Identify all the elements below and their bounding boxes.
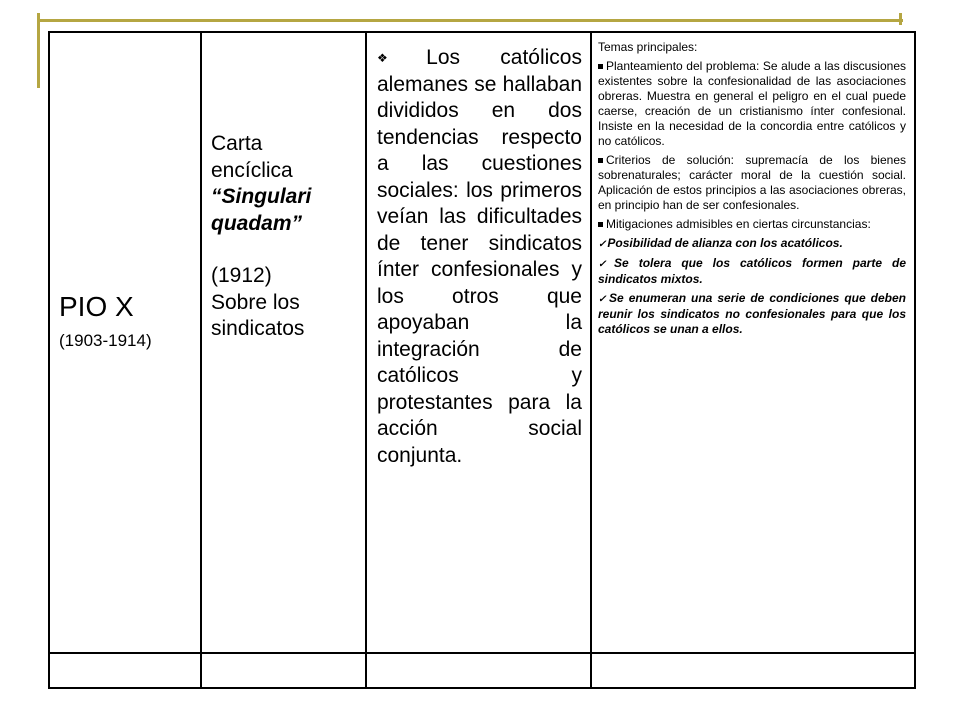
spacer — [211, 237, 311, 263]
square-bullet-icon — [598, 158, 603, 163]
sub-list-item: ✓Se tolera que los católicos formen parte de sindicatos mixtos. — [598, 256, 906, 286]
document-type-line2: encíclica — [211, 158, 293, 182]
table-row — [49, 653, 915, 688]
empty-cell — [591, 653, 915, 688]
square-bullet-icon — [598, 222, 603, 227]
empty-cell — [49, 653, 201, 688]
diamond-bullet-icon: ❖ — [377, 51, 423, 66]
context-text: Los católicos alemanes se hallaban divididos en dos tendencias respecto a las cuestiones sociales: los primeros veían las dificultades de tener sindicatos ínter confesionales y los otros que apoyaban la integración de católicos y protestantes para la acción social conjunta. — [377, 46, 582, 467]
themes-heading: Temas principales: — [598, 40, 698, 54]
document-title-line2: quadam” — [211, 211, 303, 235]
table-row — [49, 32, 915, 653]
document-year: (1912) — [211, 264, 272, 287]
document-subject-line2: sindicatos — [211, 317, 305, 340]
check-bullet-icon: ✓ — [598, 239, 607, 250]
document-cell — [201, 32, 366, 653]
check-bullet-icon: ✓ — [598, 259, 614, 270]
check-bullet-icon: ✓ — [598, 294, 609, 305]
list-item: Mitigaciones admisibles en ciertas circunstancias: — [598, 217, 906, 232]
empty-cell — [201, 653, 366, 688]
decorative-left-line — [37, 13, 40, 88]
list-item: Criterios de solución: supremacía de los bienes sobrenaturales; carácter moral de la cuestión social. Aplicación de estos principios a las asociaciones obreras, en principio han de ser confesionales. — [598, 153, 906, 212]
decorative-right-line — [899, 13, 902, 25]
document-subject-line1: Sobre los — [211, 290, 300, 314]
themes-cell — [591, 32, 915, 653]
square-bullet-icon — [598, 64, 603, 69]
empty-cell — [366, 653, 591, 688]
sub-list-item: ✓Se enumeran una serie de condiciones que deben reunir los sindicatos no confesionales para que los católicos se unan a ellos. — [598, 291, 906, 336]
decorative-top-line — [37, 19, 903, 22]
sub-list-item: ✓Posibilidad de alianza con los acatólicos. — [598, 236, 843, 250]
pope-years: (1903-1914) — [59, 331, 152, 350]
context-cell — [366, 32, 591, 653]
pope-cell — [49, 32, 201, 653]
list-item: Planteamiento del problema: Se alude a las discusiones existentes sobre la confesionalidad de las asociaciones obreras. Muestra en general el peligro en el cual puede caerse, creación de un cristianismo ínter confesional. Insiste en la necesidad de la concordia entre católicos y no católicos. — [598, 59, 906, 148]
document-type-line1: Carta — [211, 132, 263, 155]
document-title-line1: “Singulari — [211, 185, 312, 208]
encyclical-table — [48, 31, 916, 689]
pope-name: PIO X — [59, 291, 134, 322]
